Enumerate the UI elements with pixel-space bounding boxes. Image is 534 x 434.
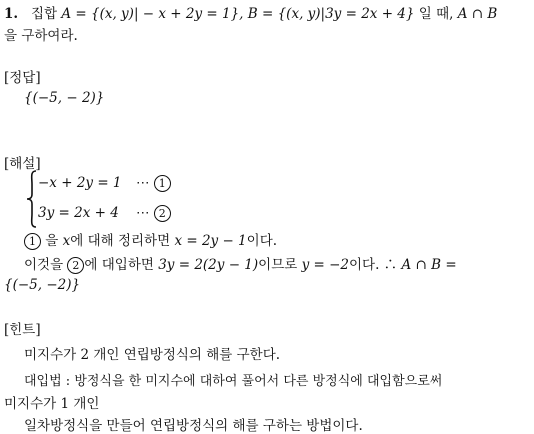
circled-one-icon: 1 (154, 175, 171, 192)
equation-1-label (136, 175, 171, 192)
hint-line-1: 미지수가 2 개인 연립방정식의 해를 구한다. (24, 347, 281, 363)
answer-value: {(−5, − 2)} (24, 90, 105, 106)
step-2-equation: 3y = 2(2y − 1) (158, 257, 259, 273)
step-2-result-value: {(−5, −2)} (4, 277, 81, 293)
solution-step-1 (24, 229, 277, 250)
equation-1-dots: ⋯ (136, 175, 150, 191)
step-2-text-d: 이다. ∴ (349, 257, 398, 273)
circled-two-icon: 2 (67, 257, 84, 274)
problem-text-line2: 을 구하여라. (4, 28, 78, 44)
equation-2 (38, 205, 119, 221)
step-1-text-b: 에 대해 정리하면 (70, 233, 171, 249)
step-2-text-b: 에 대입하면 (84, 257, 154, 273)
equation-1 (38, 175, 122, 191)
answer-heading: [정답] (4, 70, 41, 86)
step-2-text-a: 이것을 (24, 257, 64, 273)
equation-2-text: 3y = 2x + 4 (38, 205, 119, 221)
circled-two-icon: 2 (154, 205, 171, 222)
hint-heading: [힌트] (4, 322, 41, 338)
problem-statement (4, 2, 530, 22)
equation-2-label (136, 205, 171, 222)
step-2-result: A ∩ B = (401, 257, 457, 273)
step-2-text-c: 이므로 (258, 257, 298, 273)
step-2-value: y = −2 (301, 257, 349, 273)
circled-one-icon: 1 (24, 233, 41, 250)
intersection-expression: A ∩ B (457, 6, 498, 22)
step-1-variable: x (62, 233, 71, 249)
step-1-text-c: 이다. (246, 233, 278, 249)
problem-text-a: 집합 (30, 6, 58, 22)
solution-step-2 (24, 253, 532, 274)
set-b-definition: B = {(x, y)|3y = 2x + 4} (247, 6, 415, 22)
equation-2-dots: ⋯ (136, 205, 150, 221)
step-1-equation: x = 2y − 1 (174, 233, 247, 249)
solution-heading: [해설] (4, 156, 41, 172)
equation-1-text: −x + 2y = 1 (38, 175, 122, 191)
problem-number: 1. (4, 6, 19, 22)
hint-line-4: 일차방정식을 만들어 연립방정식의 해를 구하는 방법이다. (24, 418, 363, 434)
hint-line-2: 대입법 : 방정식을 한 미지수에 대하여 풀어서 다른 방정식에 대입함으로써 (24, 374, 443, 389)
step-1-text-a: 을 (45, 233, 59, 249)
left-brace-icon (26, 170, 38, 228)
problem-text-b: 일 때, (418, 6, 454, 22)
hint-line-3: 미지수가 1 개인 (4, 396, 100, 412)
set-a-definition: A = {(x, y)| − x + 2y = 1}, (61, 6, 244, 22)
